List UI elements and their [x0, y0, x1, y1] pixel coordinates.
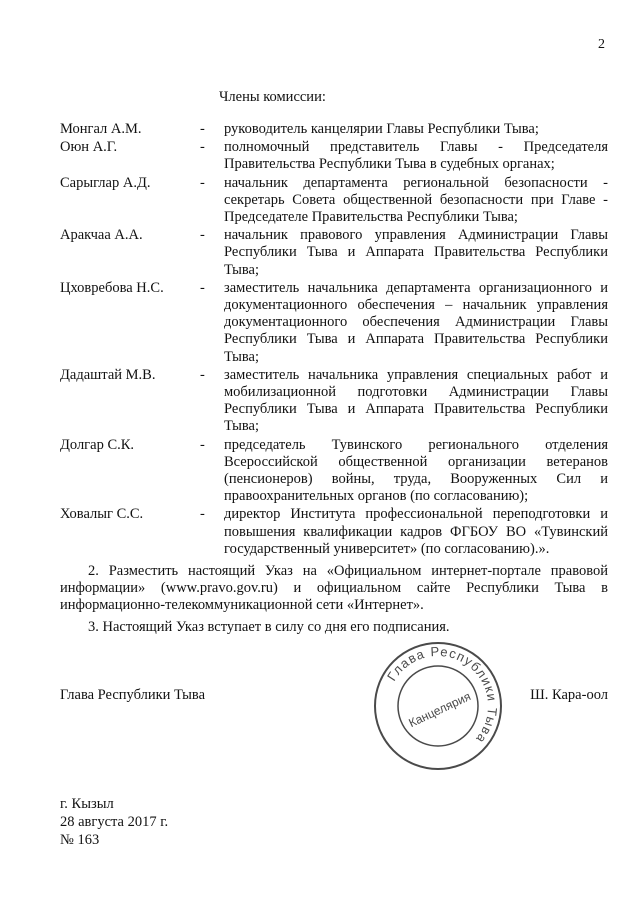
- member-row: [60, 367, 608, 436]
- member-name: Дадаштай М.В.: [60, 366, 156, 383]
- member-position: начальник департамента региональной безопасности - секретарь Совета общественной безопасности при Главе - Председателе Правительства Республики Тыва;: [224, 174, 608, 226]
- paragraph-2: 2. Разместить настоящий Указ на «Официальном интернет-портале правовой информации» (www.pravo.gov.ru) и официальном сайте Республики Тыва в информационно-телекоммуникационной сети «Интернет».: [60, 563, 608, 614]
- member-position: директор Института профессиональной переподготовки и повышения квалификации кадров ФГБОУ ВО «Тувинский государственный университет» (по согласованию).».: [224, 506, 608, 557]
- member-dash: -: [200, 436, 205, 453]
- member-name: Оюн А.Г.: [60, 139, 118, 156]
- svg-text:Глава Республики Тыва: [384, 644, 500, 747]
- commission-members-heading: Члены комиссии:: [219, 89, 326, 105]
- member-dash: -: [200, 174, 205, 191]
- member-row: [60, 175, 608, 227]
- member-dash: -: [200, 506, 205, 523]
- member-dash: -: [200, 279, 205, 296]
- member-row: [60, 506, 608, 558]
- member-row: [60, 227, 608, 279]
- member-row: [60, 139, 608, 173]
- member-row: [60, 121, 608, 138]
- member-dash: -: [200, 227, 205, 244]
- member-dash: -: [200, 366, 205, 383]
- member-name: Монгал А.М.: [60, 121, 142, 137]
- member-position: заместитель начальника департамента организационного и документационного обеспечения – начальник управления документационного обеспечения Администрации Главы Республики Тыва и Аппарата Правительства Республики Тыва;: [224, 279, 608, 365]
- official-stamp: [372, 640, 504, 772]
- paragraph-3: 3. Настоящий Указ вступает в силу со дня его подписания.: [88, 619, 450, 635]
- member-name: Сарыглар А.Д.: [60, 174, 151, 191]
- member-position: заместитель начальника управления специальных работ и мобилизационной подготовки Администрации Главы Республики Тыва и Аппарата Правительства Республики Тыва;: [224, 366, 608, 435]
- page-number: 2: [598, 37, 605, 52]
- document-number: № 163: [60, 832, 100, 848]
- member-name: Аракчаа А.А.: [60, 227, 143, 244]
- members-list: [60, 121, 608, 559]
- member-position: руководитель канцелярии Главы Республики Тыва;: [224, 121, 539, 137]
- city: г. Кызыл: [60, 796, 114, 812]
- signatory-title: Глава Республики Тыва: [60, 687, 206, 703]
- member-position: председатель Тувинского регионального отделения Всероссийской общественной организации ветеранов (пенсионеров) войны, труда, Вооруженных Сил и правоохранительных органов (по согласованию);: [224, 436, 608, 505]
- member-name: Ховалыг С.С.: [60, 506, 144, 523]
- member-position: полномочный представитель Главы - Председателя Правительства Республики Тыва в судебных органах;: [224, 139, 608, 173]
- member-row: [60, 280, 608, 366]
- member-dash: -: [200, 121, 205, 137]
- document-date: 28 августа 2017 г.: [60, 814, 169, 830]
- member-name: Долгар С.К.: [60, 436, 135, 453]
- stamp-center-text: Канцелярия: [406, 689, 473, 731]
- member-position: начальник правового управления Администрации Главы Республики Тыва и Аппарата Правительства Республики Тыва;: [224, 227, 608, 278]
- member-row: [60, 437, 608, 506]
- signatory-name: Ш. Кара-оол: [530, 687, 608, 703]
- member-dash: -: [200, 139, 205, 156]
- stamp-ring-text: Глава Республики Тыва: [384, 643, 501, 748]
- stamp-seal-icon: [372, 640, 504, 772]
- member-name: Цховребова Н.С.: [60, 279, 164, 296]
